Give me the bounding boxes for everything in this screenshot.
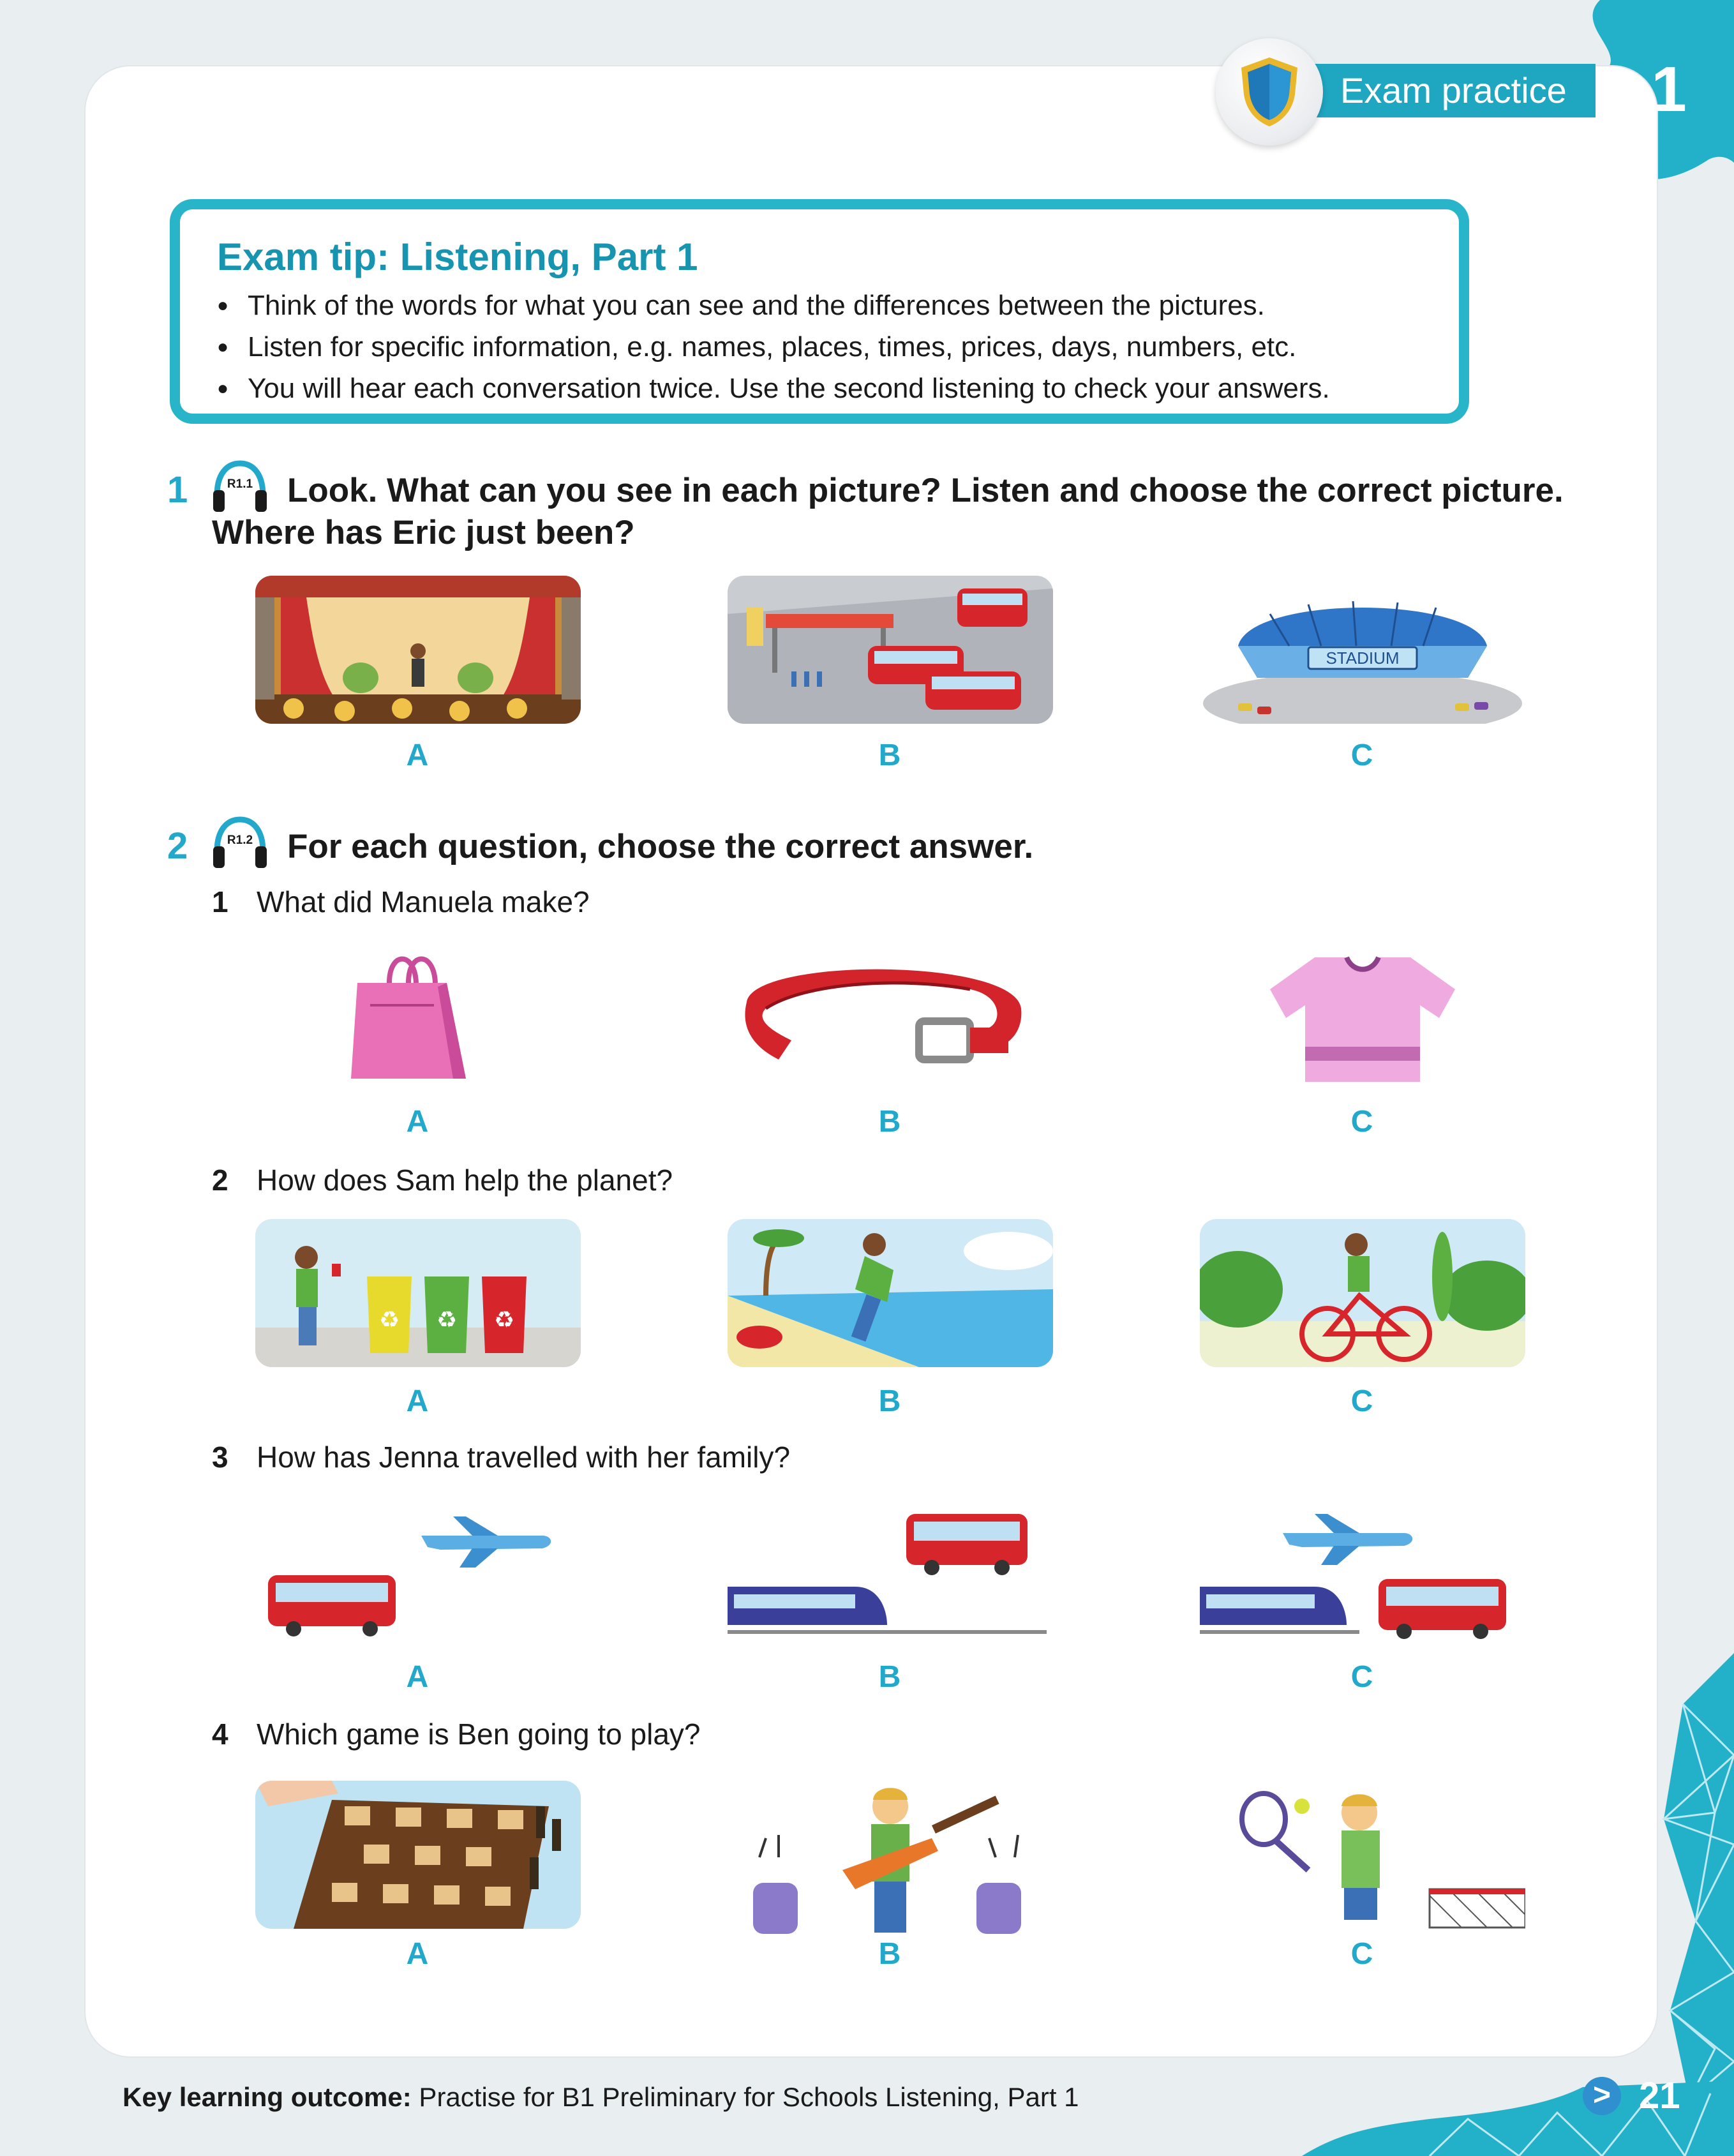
plane-train-bus-picture[interactable]: [1200, 1504, 1525, 1657]
question-text: What did Manuela make?: [257, 885, 590, 918]
page-number: 21: [1639, 2075, 1680, 2116]
exercise-1-number: 1: [167, 469, 188, 511]
exam-tip-box: [170, 199, 1469, 424]
question-text: How has Jenna travelled with her family?: [257, 1441, 791, 1474]
unit-number: 1: [1651, 54, 1687, 125]
exercise-2-number: 2: [167, 825, 188, 867]
belt-picture[interactable]: [728, 945, 1053, 1098]
option-letter[interactable]: C: [1350, 1105, 1373, 1139]
question-text: How does Sam help the planet?: [257, 1164, 673, 1197]
tennis-picture[interactable]: [1200, 1781, 1525, 1934]
next-page-icon[interactable]: >: [1583, 2077, 1621, 2115]
svg-text:♻: ♻: [493, 1307, 515, 1333]
option-letter[interactable]: B: [878, 1660, 901, 1694]
question-number: 3: [212, 1441, 228, 1474]
option-letter[interactable]: B: [878, 1105, 901, 1139]
train-and-bus-picture[interactable]: [728, 1504, 1053, 1657]
recycling-picture[interactable]: [255, 1219, 581, 1367]
option-letter[interactable]: B: [878, 738, 901, 772]
option-letter[interactable]: C: [1350, 1937, 1373, 1971]
question-number: 4: [212, 1718, 228, 1751]
chess-picture[interactable]: [255, 1781, 581, 1929]
exam-tip-bullet: ● Think of the words for what you can see and the differences between the pictures.: [217, 285, 1330, 326]
headphones-icon: [209, 813, 271, 874]
svg-text:♻: ♻: [378, 1307, 400, 1333]
option-letter[interactable]: C: [1350, 1384, 1373, 1418]
option-letter[interactable]: C: [1350, 738, 1373, 772]
question-text: Which game is Ben going to play?: [257, 1718, 701, 1751]
key-learning-outcome: [123, 2082, 1079, 2113]
stadium-sign: STADIUM: [1326, 648, 1400, 668]
footer-label: Key learning outcome:: [123, 2082, 412, 2112]
option-letter[interactable]: A: [406, 1660, 429, 1694]
exam-tip-list: [217, 285, 1330, 409]
audio-track-label: R1.2: [227, 834, 253, 847]
beach-cleanup-picture[interactable]: [728, 1219, 1053, 1367]
exercise-1-question: Where has Eric just been?: [212, 514, 635, 551]
shield-medallion: [1216, 38, 1323, 146]
stadium-picture[interactable]: [1200, 576, 1525, 724]
shield-icon: [1237, 55, 1301, 129]
cycling-picture[interactable]: [1200, 1219, 1525, 1367]
option-letter[interactable]: A: [406, 1384, 429, 1418]
exam-practice-badge: Exam practice: [1296, 64, 1596, 117]
question-number: 1: [212, 885, 228, 918]
exam-tip-bullet: ● You will hear each conversation twice. Use the second listening to check your answers.: [217, 368, 1330, 409]
option-letter[interactable]: A: [406, 738, 429, 772]
bus-station-picture[interactable]: [728, 576, 1053, 724]
audio-track-label: R1.1: [227, 477, 253, 491]
tshirt-picture[interactable]: [1200, 945, 1525, 1098]
bus-and-plane-picture[interactable]: [255, 1504, 581, 1657]
footer-text: Practise for B1 Preliminary for Schools Listening, Part 1: [411, 2082, 1079, 2112]
option-letter[interactable]: C: [1350, 1660, 1373, 1694]
headphones-icon: [209, 457, 271, 518]
exercise-2-instruction: For each question, choose the correct answer.: [287, 828, 1034, 865]
exam-tip-title: Exam tip: Listening, Part 1: [217, 236, 698, 278]
guitar-picture[interactable]: [728, 1781, 1053, 1934]
exam-tip-bullet: ● Listen for specific information, e.g. names, places, times, prices, days, numbers, etc.: [217, 326, 1330, 368]
exercise-1-instruction: Look. What can you see in each picture? Listen and choose the correct picture.: [287, 472, 1564, 509]
option-letter[interactable]: A: [406, 1105, 429, 1139]
bag-picture[interactable]: [255, 945, 581, 1098]
question-number: 2: [212, 1164, 228, 1197]
option-letter[interactable]: B: [878, 1937, 901, 1971]
option-letter[interactable]: B: [878, 1384, 901, 1418]
theatre-picture[interactable]: [255, 576, 581, 724]
option-letter[interactable]: A: [406, 1937, 429, 1971]
svg-text:♻: ♻: [436, 1307, 458, 1333]
